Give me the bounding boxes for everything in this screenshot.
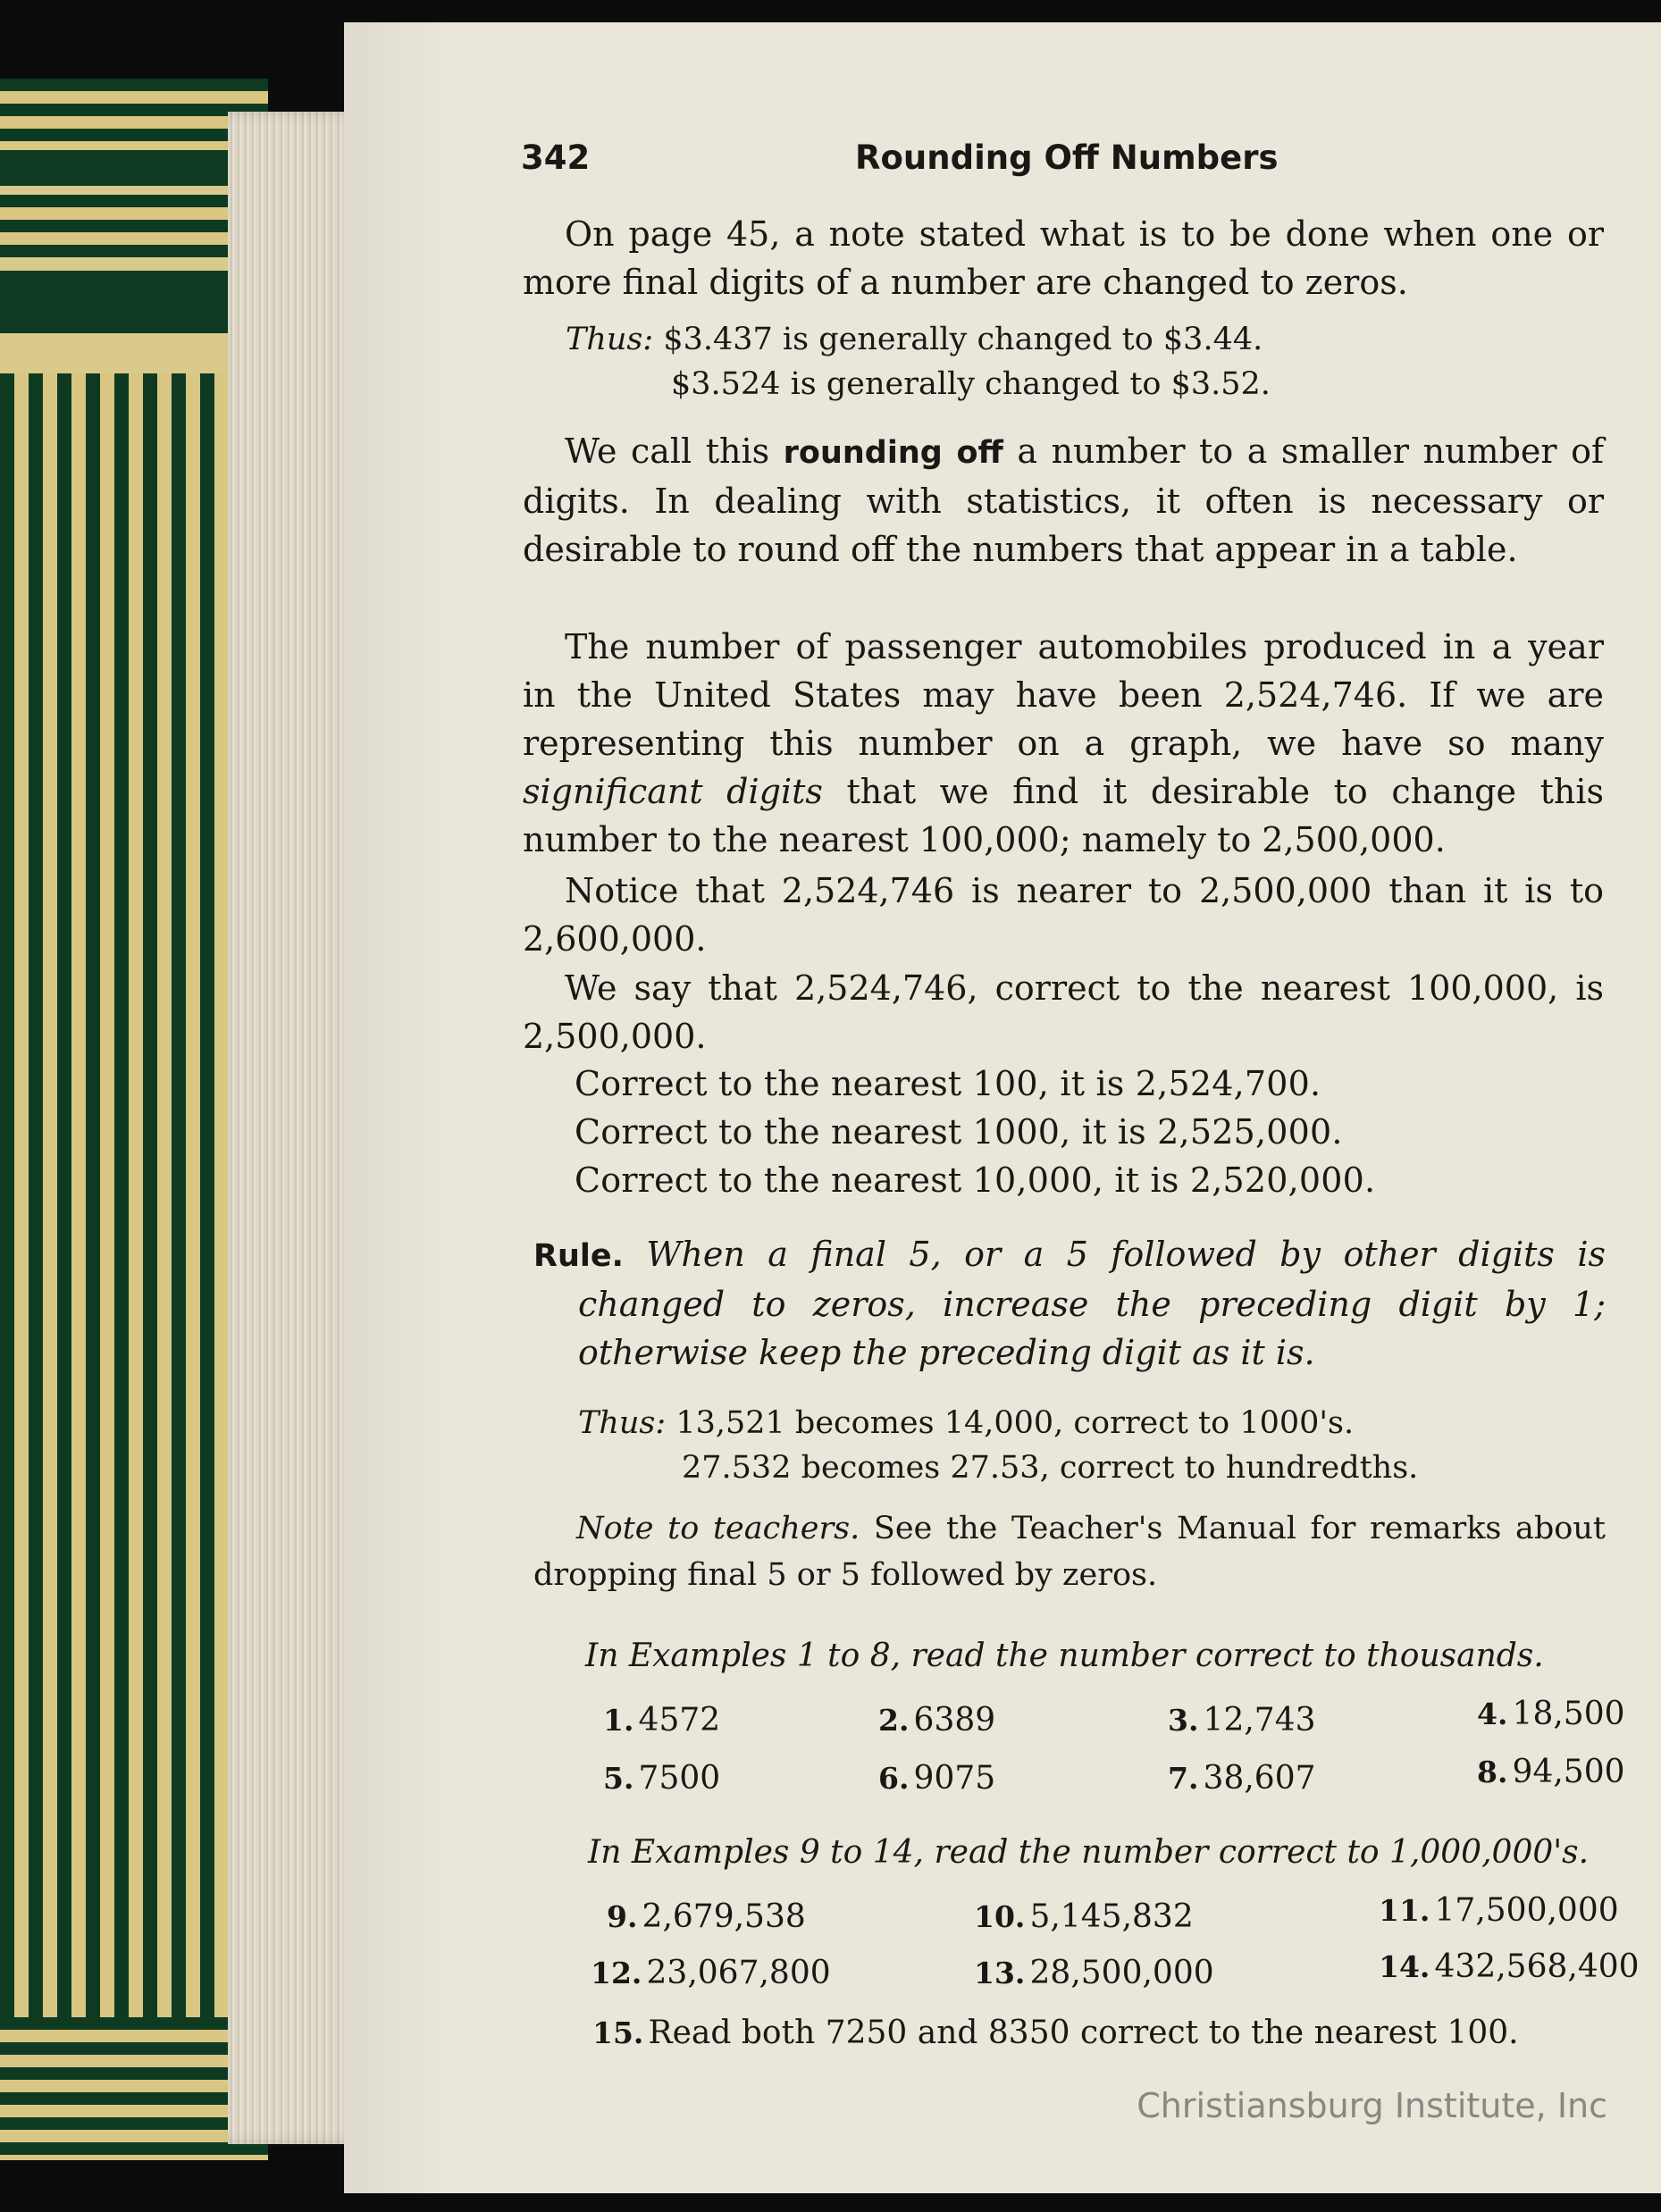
- note-to-teachers: [533, 1505, 1606, 1598]
- significant-digits-term: significant digits: [523, 772, 823, 811]
- rule-block: [533, 1230, 1606, 1377]
- example-13: [974, 1955, 1214, 1991]
- thus-example-2-line-2: 27.532 becomes 27.53, correct to hundredths.: [682, 1450, 1419, 1486]
- example-number: 8.: [1477, 1755, 1508, 1789]
- thus-line-1: $3.437 is generally changed to $3.44.: [663, 322, 1263, 357]
- example-number: 10.: [974, 1899, 1026, 1934]
- page-edges: [228, 112, 362, 2144]
- example-number: 9.: [607, 1899, 638, 1934]
- example-value: 4572: [638, 1702, 721, 1739]
- example-3: [1168, 1702, 1316, 1739]
- example-2: [878, 1702, 995, 1739]
- example-number: 15.: [592, 2015, 644, 2050]
- example-number: 11.: [1379, 1893, 1430, 1928]
- rule-text: When a final 5, or a 5 followed by other digits is changed to zeros, increase the preceding digit by 1; otherwise keep the preceding digit as it is.: [578, 1235, 1606, 1372]
- intro-paragraph: [523, 210, 1604, 306]
- thus-label-2: Thus:: [578, 1405, 667, 1441]
- example-14: [1379, 1948, 1640, 1985]
- example-value: 7500: [638, 1760, 721, 1797]
- we-say-text: We say that 2,524,746, correct to the nearest 100,000, is 2,500,000.: [523, 968, 1604, 1056]
- note-text: See the Teacher's Manual for remarks about dropping final 5 or 5 followed by zeros.: [533, 1511, 1606, 1593]
- notice-text: Notice that 2,524,746 is nearer to 2,500,000 than it is to 2,600,000.: [523, 871, 1604, 959]
- example-12: [591, 1955, 831, 1991]
- example-value: 38,607: [1203, 1760, 1316, 1797]
- automobiles-paragraph: [523, 623, 1604, 864]
- rounding-off-term: rounding off: [783, 435, 1003, 471]
- example-number: 13.: [974, 1956, 1026, 1990]
- example-number: 2.: [878, 1703, 910, 1738]
- watermark: Christiansburg Institute, Inc: [1137, 2086, 1607, 2125]
- example-value: 6389: [913, 1702, 996, 1739]
- autos-text-after: that we find it desirable to change this number to the nearest 100,000; namely to 2,500,000.: [523, 772, 1604, 859]
- example-5: [603, 1760, 720, 1797]
- example-value: 9075: [913, 1760, 996, 1797]
- example-10: [974, 1898, 1194, 1935]
- example-value: 432,568,400: [1434, 1948, 1640, 1985]
- example-number: 4.: [1477, 1697, 1508, 1731]
- exercise-set-1-instruction: In Examples 1 to 8, read the number correct to thousands.: [585, 1638, 1544, 1674]
- notice-paragraph: [523, 867, 1604, 963]
- example-8: [1477, 1754, 1625, 1790]
- example-number: 5.: [603, 1761, 634, 1796]
- example-number: 7.: [1168, 1761, 1199, 1796]
- rounding-text-before: We call this: [565, 432, 784, 471]
- exercise-set-2-instruction: In Examples 9 to 14, read the number correct to 1,000,000's.: [588, 1834, 1590, 1871]
- rule-label: Rule.: [533, 1238, 624, 1274]
- example-value: 23,067,800: [646, 1955, 831, 1991]
- example-number: 12.: [591, 1956, 642, 1990]
- example-15: [592, 2015, 1519, 2051]
- correction-line-100: Correct to the nearest 100, it is 2,524,700.: [575, 1064, 1321, 1103]
- intro-text: On page 45, a note stated what is to be done when one or more final digits of a number are changed to zeros.: [523, 214, 1604, 302]
- example-1: [603, 1702, 720, 1739]
- rounding-text-after: a number to a smaller number of digits. In dealing with statistics, it often is necessary or desirable to round off the numbers that appear in a table.: [523, 432, 1605, 569]
- example-value: 18,500: [1512, 1696, 1625, 1732]
- thus-label: Thus:: [566, 322, 654, 357]
- autos-text-before: The number of passenger automobiles produced in a year in the United States may have been 2,524,746. If we are representing this number on a graph, we have so many: [523, 627, 1604, 763]
- page-title: Rounding Off Numbers: [855, 138, 1279, 177]
- correction-line-10000: Correct to the nearest 10,000, it is 2,520,000.: [575, 1160, 1376, 1200]
- example-value: 12,743: [1203, 1702, 1316, 1739]
- note-label: Note to teachers.: [576, 1511, 860, 1546]
- example-value: 94,500: [1512, 1754, 1625, 1790]
- thus-example-1: [566, 322, 1263, 357]
- we-say-paragraph: [523, 964, 1604, 1060]
- example-11: [1379, 1892, 1619, 1929]
- thus2-line-1: 13,521 becomes 14,000, correct to 1000's.: [675, 1405, 1355, 1441]
- rounding-off-paragraph: [523, 427, 1604, 574]
- thus-example-1-line-2: $3.524 is generally changed to $3.52.: [671, 366, 1271, 402]
- example-4: [1477, 1696, 1625, 1732]
- example-value: 28,500,000: [1029, 1955, 1214, 1991]
- thus-example-2: [578, 1405, 1354, 1441]
- example-value: 17,500,000: [1434, 1892, 1619, 1929]
- example-7: [1168, 1760, 1316, 1797]
- example-number: 1.: [603, 1703, 634, 1738]
- example-number: 6.: [878, 1761, 910, 1796]
- example-9: [607, 1898, 806, 1935]
- example-number: 3.: [1168, 1703, 1199, 1738]
- example-15-text: Read both 7250 and 8350 correct to the nearest 100.: [648, 2015, 1519, 2051]
- correction-line-1000: Correct to the nearest 1000, it is 2,525,000.: [575, 1112, 1343, 1152]
- example-number: 14.: [1379, 1949, 1430, 1984]
- example-value: 5,145,832: [1029, 1898, 1194, 1935]
- book-page: [344, 22, 1661, 2193]
- example-value: 2,679,538: [642, 1898, 806, 1935]
- example-6: [878, 1760, 995, 1797]
- page-number: 342: [521, 138, 591, 177]
